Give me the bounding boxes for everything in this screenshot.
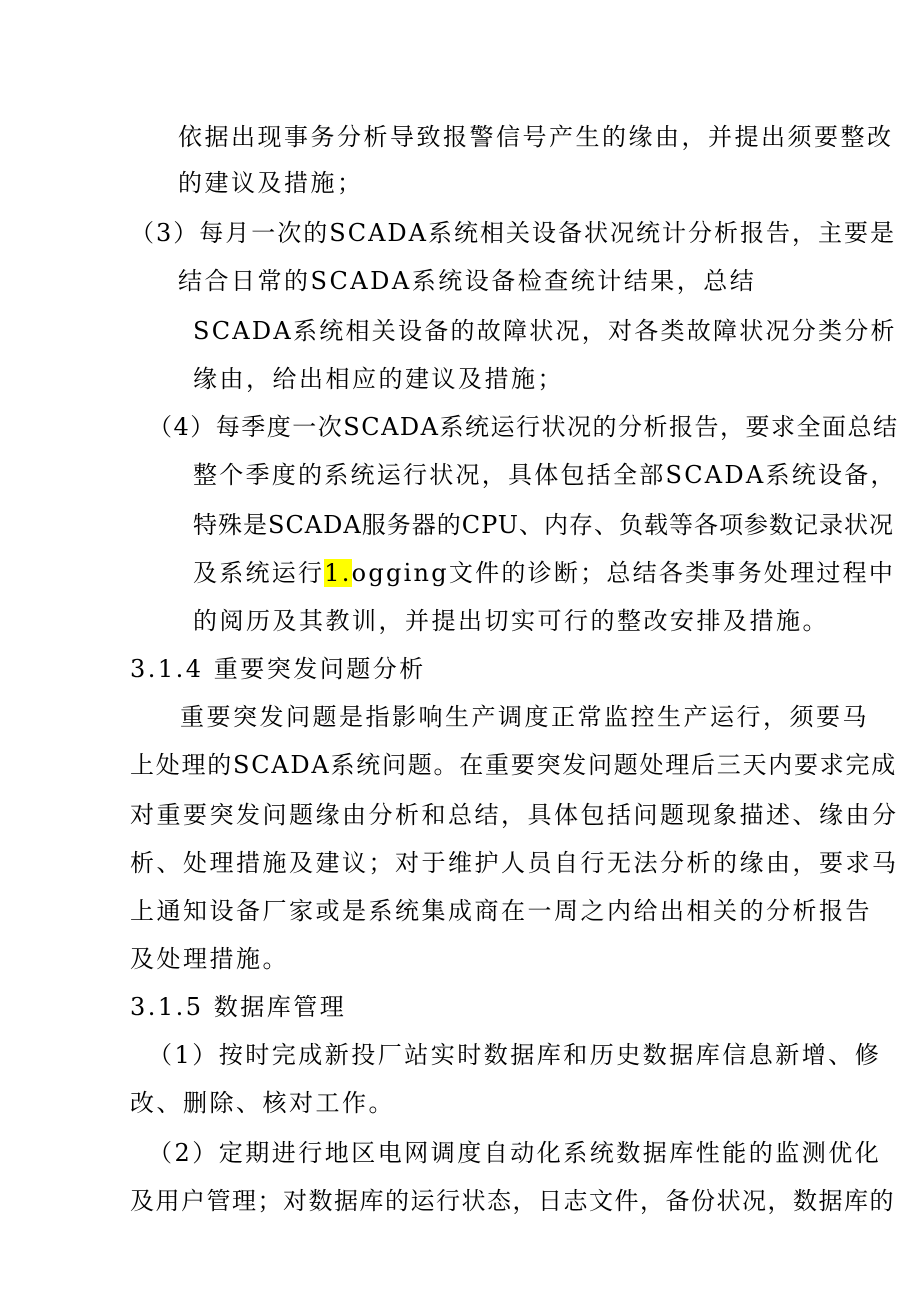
paragraph-line: 及用户管理；对数据库的运行状态，日志文件，备份状况，数据库的 <box>130 1187 895 1215</box>
highlighted-text: 1. <box>324 559 352 587</box>
text-line: SCADA系统相关设备的故障状况，对各类故障状况分类分析 <box>193 317 897 345</box>
text-line: 的阅历及其教训，并提出切实可行的整改安排及措施。 <box>193 607 829 635</box>
text-line: 依据出现事务分析导致报警信号产生的缘由，并提出须要整改 <box>178 123 894 151</box>
text-segment: 及系统运行 <box>193 559 325 587</box>
list-item-3: （3）每月一次的SCADA系统相关设备状况统计分析报告，主要是 <box>130 219 896 247</box>
section-heading: 3.1.5 数据库管理 <box>130 993 347 1021</box>
paragraph-line: 对重要突发问题缘由分析和总结，具体包括问题现象描述、缘由分 <box>130 801 899 829</box>
text-segment: ogging文件的诊断；总结各类事务处理过程中 <box>351 559 896 587</box>
text-line-highlighted <box>193 558 895 588</box>
list-item-4: （4）每季度一次SCADA系统运行状况的分析报告，要求全面总结 <box>148 413 899 441</box>
text-line: 整个季度的系统运行状况，具体包括全部SCADA系统设备， <box>193 461 897 489</box>
paragraph-line: 上通知设备厂家或是系统集成商在一周之内给出相关的分析报告 <box>130 897 872 925</box>
paragraph-line: 上处理的SCADA系统问题。在重要突发问题处理后三天内要求完成 <box>130 751 897 779</box>
paragraph-line: 重要突发问题是指影响生产调度正常监控生产运行，须要马 <box>180 703 869 731</box>
paragraph-line: 改、删除、核对工作。 <box>130 1089 395 1117</box>
list-item-1: （1）按时完成新投厂站实时数据库和历史数据库信息新增、修 <box>148 1041 882 1069</box>
text-line: 缘由，给出相应的建议及措施； <box>193 365 564 393</box>
text-line: 特殊是SCADA服务器的CPU、内存、负载等各项参数记录状况 <box>193 511 895 539</box>
text-line: 结合日常的SCADA系统设备检查统计结果，总结 <box>178 267 757 295</box>
paragraph-line: 析、处理措施及建议；对于维护人员自行无法分析的缘由，要求马 <box>130 849 899 877</box>
section-heading: 3.1.4 重要突发问题分析 <box>130 655 426 683</box>
list-item-2: （2）定期进行地区电网调度自动化系统数据库性能的监测优化 <box>148 1139 882 1167</box>
paragraph-line: 及处理措施。 <box>130 945 289 973</box>
text-line: 的建议及措施； <box>178 169 364 197</box>
